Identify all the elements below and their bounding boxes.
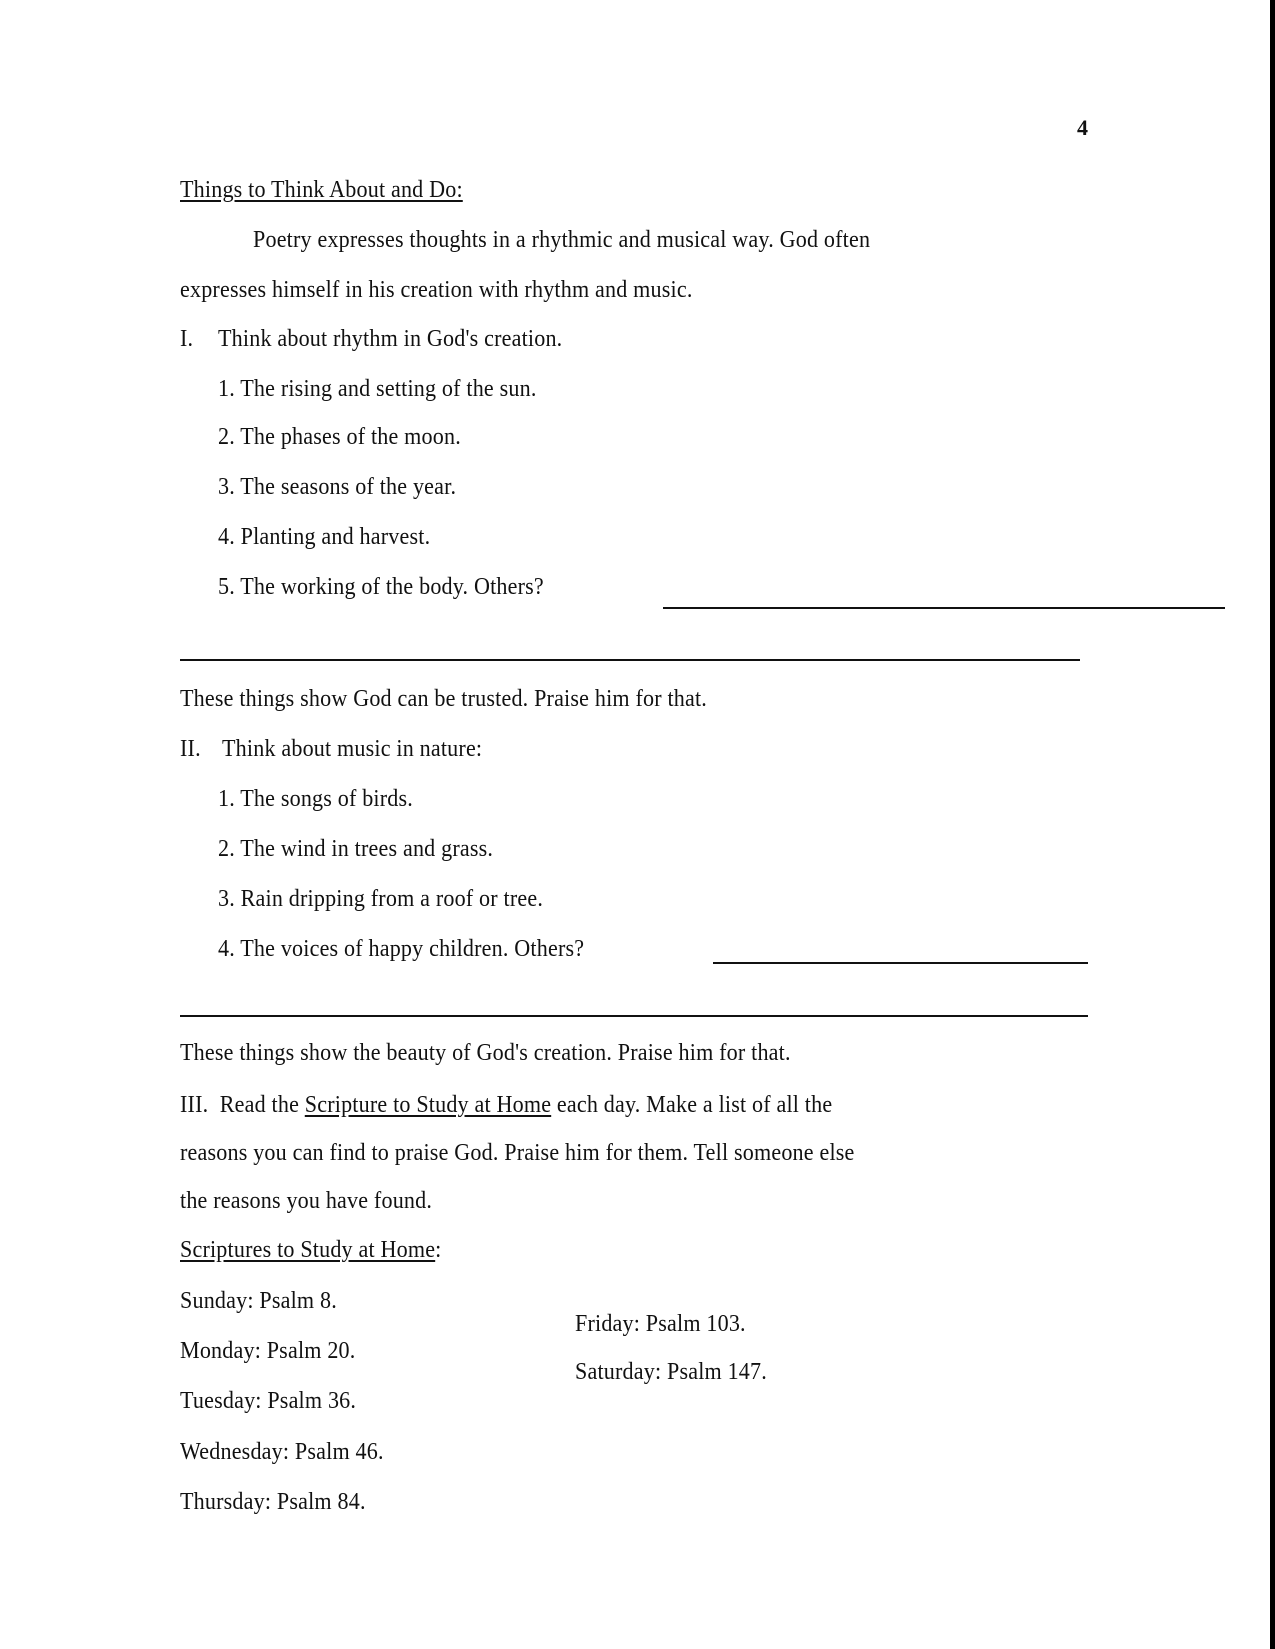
section2-item: 3. Rain dripping from a roof or tree. xyxy=(218,886,544,912)
scripture-day: Wednesday: Psalm 46. xyxy=(180,1439,384,1465)
section1-item: 5. The working of the body. Others? xyxy=(218,574,544,600)
scripture-reference-link: Scripture to Study at Home xyxy=(304,1092,552,1118)
section1-title: Think about rhythm in God's creation. xyxy=(218,326,563,352)
section1-item: 1. The rising and setting of the sun. xyxy=(218,376,537,402)
answer-line[interactable] xyxy=(663,607,1225,609)
answer-line[interactable] xyxy=(180,1015,1088,1017)
answer-line[interactable] xyxy=(180,659,1080,661)
intro-line-1: Poetry expresses thoughts in a rhythmic and musical way. God often xyxy=(253,227,871,253)
section1-item: 4. Planting and harvest. xyxy=(218,524,431,550)
section2-item: 4. The voices of happy children. Others? xyxy=(218,936,585,962)
section3-line-2: reasons you can find to praise God. Praise him for them. Tell someone else xyxy=(180,1140,855,1166)
section1-item: 3. The seasons of the year. xyxy=(218,474,457,500)
section3-line-1 xyxy=(180,1093,832,1117)
section1-item: 2. The phases of the moon. xyxy=(218,424,461,450)
section-heading: Things to Think About and Do: xyxy=(180,177,463,203)
section3-post: each day. Make a list of all the xyxy=(556,1092,833,1118)
section3-pre: Read the xyxy=(219,1092,300,1118)
section3-line-3: the reasons you have found. xyxy=(180,1188,433,1214)
section2-item: 1. The songs of birds. xyxy=(218,786,413,812)
section1-conclusion: These things show God can be trusted. Praise him for that. xyxy=(180,686,708,712)
section2-numeral: II. xyxy=(180,736,201,762)
answer-line[interactable] xyxy=(713,962,1088,964)
scriptures-heading: Scriptures to Study at Home xyxy=(180,1237,436,1263)
intro-line-2: expresses himself in his creation with rhythm and music. xyxy=(180,277,693,303)
scriptures-heading-colon: : xyxy=(435,1237,442,1263)
scripture-day: Saturday: Psalm 147. xyxy=(575,1359,767,1385)
section2-conclusion: These things show the beauty of God's creation. Praise him for that. xyxy=(180,1040,791,1066)
scripture-day: Friday: Psalm 103. xyxy=(575,1311,746,1337)
page-edge-bar xyxy=(1270,0,1275,1649)
scripture-day: Sunday: Psalm 8. xyxy=(180,1288,337,1314)
scripture-day: Monday: Psalm 20. xyxy=(180,1338,356,1364)
page-number: 4 xyxy=(1077,115,1088,140)
section2-item: 2. The wind in trees and grass. xyxy=(218,836,494,862)
section1-numeral: I. xyxy=(180,326,194,352)
section3-numeral: III. xyxy=(180,1092,209,1118)
scriptures-heading-line xyxy=(180,1238,442,1262)
scripture-day: Thursday: Psalm 84. xyxy=(180,1489,366,1515)
section2-title: Think about music in nature: xyxy=(222,736,483,762)
scripture-day: Tuesday: Psalm 36. xyxy=(180,1388,357,1414)
